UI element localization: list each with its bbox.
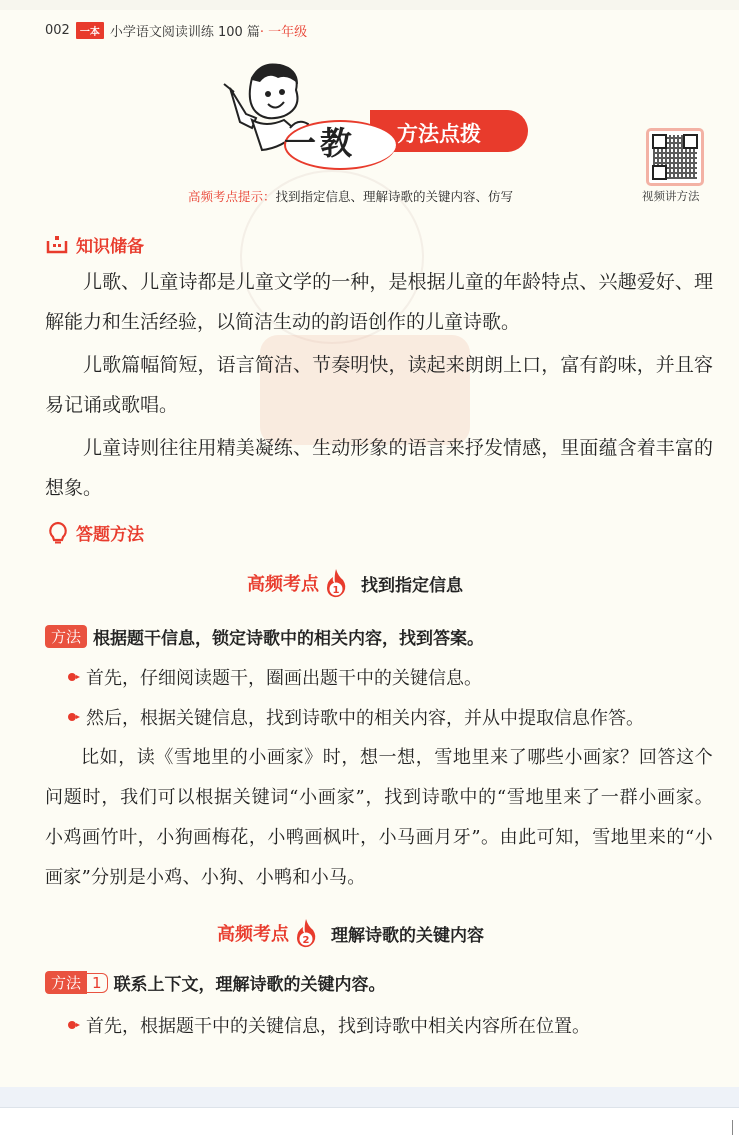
key-point-title: 理解诗歌的关键内容 <box>331 925 484 946</box>
running-header <box>45 19 307 41</box>
qr-corner <box>652 165 667 180</box>
lightbulb-icon <box>48 521 68 545</box>
section-banner <box>222 58 532 168</box>
bullet-item <box>68 1012 590 1038</box>
viewer-bottom-strip <box>0 1087 739 1107</box>
bullet-dot-icon <box>68 1021 76 1029</box>
knowledge-heading <box>46 232 144 257</box>
method-heading <box>48 520 144 545</box>
bullet-item <box>68 704 644 730</box>
qr-label: 视频讲方法 <box>642 189 700 203</box>
key-point-title: 找到指定信息 <box>361 575 463 596</box>
method-heading-text: 答题方法 <box>76 525 144 545</box>
key-point-label: 高频考点 <box>217 924 289 945</box>
bullet-text: 首先，仔细阅读题干，圈画出题干中的关键信息。 <box>86 668 482 689</box>
knowledge-paragraph: 儿童诗则往往用精美凝练、生动形象的语言来抒发情感，里面蕴含着丰富的想象。 <box>45 437 713 499</box>
knowledge-paragraph: 儿歌、儿童诗都是儿童文学的一种，是根据儿童的年龄特点、兴趣爱好、理解能力和生活经验，以简洁生动的韵语创作的儿童诗歌。 <box>45 271 713 333</box>
scrollbar-mark[interactable] <box>732 1120 733 1135</box>
bullet-text: 首先，根据题干中的关键信息，找到诗歌中相关内容所在位置。 <box>86 1016 590 1037</box>
method-line <box>45 624 484 649</box>
method-number: 1 <box>87 973 108 993</box>
banner-pill-label: 方法点拨 <box>397 122 481 146</box>
key-point-2-heading <box>217 918 484 948</box>
hint-value: 找到指定信息、理解诗歌的关键内容、仿写 <box>275 189 514 204</box>
viewer-bottom-area <box>0 1107 739 1136</box>
banner-big-title: 一教 <box>284 124 357 162</box>
bullet-dot-icon <box>68 713 76 721</box>
qr-code[interactable] <box>646 128 704 186</box>
knowledge-heading-text: 知识储备 <box>76 237 144 257</box>
hint-label: 高频考点提示： <box>188 189 276 204</box>
top-band <box>0 0 739 10</box>
book-title: 小学语文阅读训练 100 篇 <box>109 24 260 40</box>
bullet-text: 然后，根据关键信息，找到诗歌中的相关内容，并从中提取信息作答。 <box>86 708 644 729</box>
method-tag: 方法 <box>45 625 87 648</box>
method-text: 根据题干信息，锁定诗歌中的相关内容，找到答案。 <box>93 629 485 649</box>
grade-label: · 一年级 <box>259 24 308 40</box>
method-text: 联系上下文，理解诗歌的关键内容。 <box>113 975 386 995</box>
page-number: 002 <box>45 22 70 38</box>
svg-text:1: 1 <box>332 585 340 596</box>
qr-corner <box>652 134 667 149</box>
knowledge-paragraph: 儿歌篇幅简短，语言简洁、节奏明快，读起来朗朗上口，富有韵味，并且容易记诵或歌唱。 <box>45 354 713 416</box>
key-points-hint <box>188 187 513 205</box>
bullet-dot-icon <box>68 673 76 681</box>
example-paragraph: 比如，读《雪地里的小画家》时，想一想，雪地里来了哪些小画家？回答这个问题时，我们可以根据关键词“小画家”，找到诗歌中的“雪地里来了一群小画家。小鸡画竹叶，小狗画梅花，小鸭画枫叶，小马画月牙”。由此可知，雪地里来的“小画家”分别是小鸡、小狗、小鸭和小马。 <box>45 747 713 888</box>
method-tag: 方法 <box>45 971 87 994</box>
flame-number-1-icon <box>325 568 347 598</box>
bullet-item <box>68 664 482 690</box>
method-line <box>45 970 386 995</box>
flame-number-2-icon <box>295 918 317 948</box>
brand-logo: 一本 <box>76 22 104 39</box>
knowledge-box-icon <box>46 235 68 255</box>
key-point-label: 高频考点 <box>247 574 319 595</box>
svg-text:2: 2 <box>302 935 310 946</box>
qr-corner <box>683 134 698 149</box>
key-point-1-heading <box>247 568 463 598</box>
